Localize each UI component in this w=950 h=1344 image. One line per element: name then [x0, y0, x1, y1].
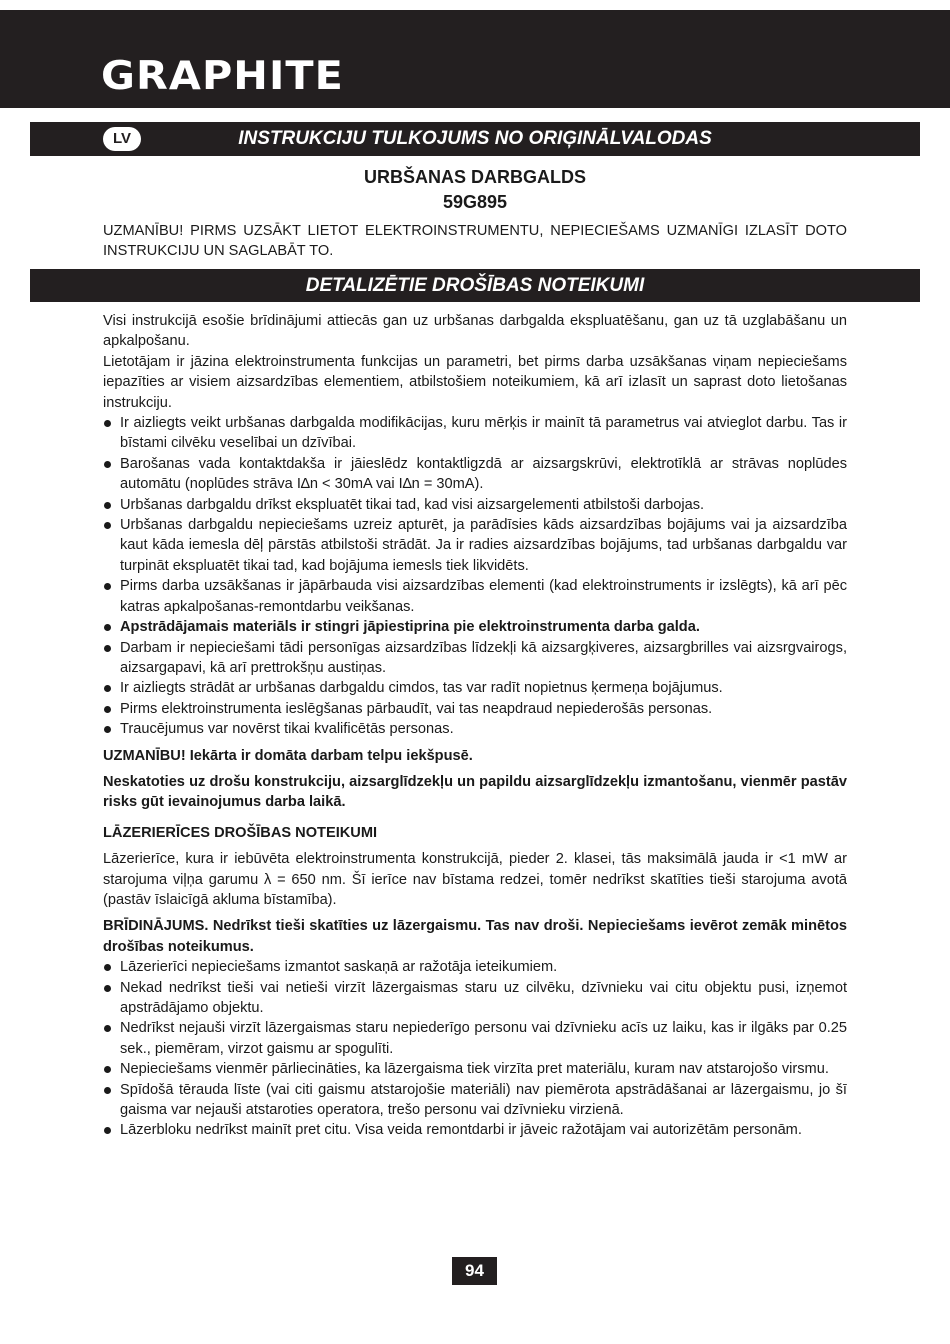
indoor-notice: UZMANĪBU! Iekārta ir domāta darbam telpu iekšpusē.: [103, 747, 473, 764]
list-item: Nedrīkst nejauši virzīt lāzergaismas staru nepiederīgo personu vai dzīvnieku acīs uz laiku, kas ir ilgāks par 0.25 sek., piemēram, virzot gaismu ar spogulīti.: [103, 1018, 847, 1059]
laser-list: [103, 957, 847, 1141]
list-item: Urbšanas darbgaldu nepieciešams uzreiz apturēt, ja parādīsies kāds aizsardzības bojājums vai ja aizsardzība kaut kāda iemesla dēļ pārstās atbilstoši strādāt. Ja ir radies aizsardzības bojājums, tad urbšanas darbgaldu var turpināt ekspluatēt tikai tad, kad bojājuma iemesls tiek likvidēts.: [103, 515, 847, 576]
section-bar-safety: [30, 269, 920, 302]
list-item: Urbšanas darbgaldu drīkst ekspluatēt tikai tad, kad visi aizsargelementi atbilstoši darbojas.: [103, 495, 847, 515]
laser-warning: BRĪDINĀJUMS. Nedrīkst tieši skatīties uz lāzergaismu. Tas nav droši. Nepieciešams ievērot zemāk minētos drošības noteikumus.: [103, 918, 847, 955]
list-item: Lāzerbloku nedrīkst mainīt pret citu. Visa veida remontdarbi ir jāveic ražotājam vai autorizētām personām.: [103, 1120, 847, 1140]
list-item: Nepieciešams vienmēr pārliecināties, ka lāzergaisma tiek virzīta pret materiālu, kuram nav atstarojošo virsmu.: [103, 1059, 847, 1079]
language-badge: LV: [103, 127, 141, 151]
list-item: Ir aizliegts veikt urbšanas darbgalda modifikācijas, kuru mērķis ir mainīt tā parametrus vai atvieglot darbu. Tas ir bīstami cilvēku veselībai un dzīvībai.: [103, 413, 847, 454]
list-item: Lāzerierīci nepieciešams izmantot saskaņā ar ražotāja ieteikumiem.: [103, 957, 847, 977]
safety-list: [103, 413, 847, 740]
intro-paragraph: Visi instrukcijā esošie brīdinājumi attiecās gan uz urbšanas darbgalda ekspluatēšanu, gan uz tā uzglabāšanu un apkalpošanu.: [103, 313, 847, 350]
list-item: Nekad nedrīkst tieši vai netieši virzīt lāzergaismas staru uz cilvēku, dzīvnieku vai citu objektu pusi, izņemot apstrādājamo objektu.: [103, 978, 847, 1019]
section-bar-label: DETALIZĒTIE DROŠĪBAS NOTEIKUMI: [305, 275, 645, 296]
page-number: 94: [452, 1257, 497, 1285]
intro-warning: UZMANĪBU! PIRMS UZSĀKT LIETOT ELEKTROINSTRUMENTU, NEPIECIEŠAMS UZMANĪGI IZLASĪT DOTO INSTRUKCIJU UN SAGLABĀT TO.: [103, 223, 847, 260]
brand-logo: GRAPHITE: [101, 54, 344, 99]
list-item: Ir aizliegts strādāt ar urbšanas darbgaldu cimdos, tas var radīt nopietnus ķermeņa bojājumus.: [103, 678, 847, 698]
document-title: URBŠANAS DARBGALDS: [363, 167, 586, 187]
section-bar-label: INSTRUKCIJU TULKOJUMS NO ORIĢINĀLVALODAS: [238, 128, 712, 149]
safety-content: [103, 311, 847, 1141]
list-item: Pirms darba uzsākšanas ir jāpārbauda visi aizsardzības elementi (kad elektroinstruments ir izslēgts), kā arī pēc katras apkalpošanas-remontdarbu veikšanas.: [103, 576, 847, 617]
list-item: Traucējumus var novērst tikai kvalificētās personas.: [103, 719, 847, 739]
list-item: Barošanas vada kontaktdakša ir jāieslēdz kontaktligzdā ar aizsargskrūvi, elektrotīklā ar strāvas noplūdes automātu (noplūdes strāva I∆n < 30mA vai I∆n = 30mA).: [103, 454, 847, 495]
model-number: 59G895: [442, 192, 508, 212]
section-bar-translation: [30, 122, 920, 156]
risk-notice: Neskatoties uz drošu konstrukciju, aizsarglīdzekļu un papildu aizsarglīdzekļu izmantošanu, vienmēr pastāv risks gūt ievainojumus darba laikā.: [103, 773, 847, 811]
intro-warning-block: [103, 221, 847, 262]
laser-heading: LĀZERIERĪCES DROŠĪBAS NOTEIKUMI: [103, 824, 378, 841]
list-item: Apstrādājamais materiāls ir stingri jāpiestiprina pie elektroinstrumenta darba galda.: [103, 617, 847, 637]
list-item: Spīdošā tērauda līste (vai citi gaismu atstarojošie materiāli) nav piemērota apstrādāšanai ar lāzergaismu, jo šī gaisma var nejauši atstaroties operatora, trešo personu vai dzīvnieku virzienā.: [103, 1080, 847, 1121]
list-item: Darbam ir nepieciešami tādi personīgas aizsardzības līdzekļi kā aizsargķiveres, aizsargbrilles vai aizsrgvairogs, aizsargapavi, kā arī prettrokšņu austiņas.: [103, 638, 847, 679]
list-item: Pirms elektroinstrumenta ieslēgšanas pārbaudīt, vai tas neapdraud nepiederošās personas.: [103, 699, 847, 719]
header-band: [0, 10, 950, 108]
intro-paragraph: Lietotājam ir jāzina elektroinstrumenta funkcijas un parametri, bet pirms darba uzsākšanas viņam nepieciešams iepazīties ar visiem aizsardzības elementiem, atbilstošiem noteikumiem, kā arī izlasīt un saprast doto lietošanas instrukciju.: [103, 353, 847, 411]
laser-paragraph: Lāzerierīce, kura ir iebūvēta elektroinstrumenta konstrukcijā, pieder 2. klasei, tās maksimālā jauda ir <1 mW ar starojuma viļņa garumu λ = 650 nm. Šī ierīce nav bīstama redzei, tomēr nedrīkst skatīties tieši starojuma avotā (pastāv īslaicīgā akluma bīstamība).: [103, 851, 847, 908]
